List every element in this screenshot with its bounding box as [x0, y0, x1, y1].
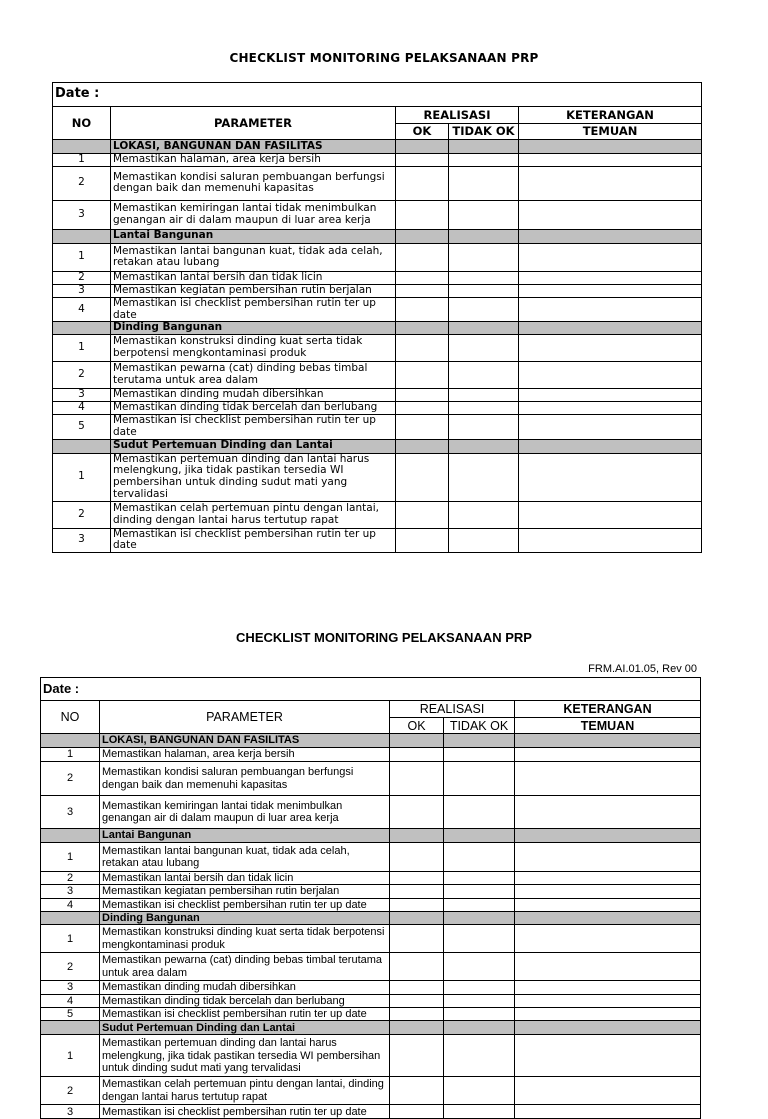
checklist-row [41, 898, 701, 911]
section-header-row [41, 1021, 701, 1035]
parameter-text: Memastikan celah pertemuan pintu dengan lantai, dinding dengan lantai harus tertutup rapat [100, 1077, 390, 1105]
column-header-tidak-ok: TIDAK OK [444, 718, 515, 734]
row-number: 1 [53, 335, 111, 362]
row-number: 1 [41, 1035, 100, 1077]
ok-cell[interactable] [396, 229, 449, 243]
row-number: 5 [53, 415, 111, 440]
checklist-row [53, 402, 702, 415]
ok-cell[interactable] [390, 796, 444, 829]
date-field[interactable]: Date : [41, 678, 701, 701]
temuan-cell[interactable] [515, 994, 701, 1007]
temuan-cell[interactable] [519, 439, 702, 453]
section-title: LOKASI, BANGUNAN DAN FASILITAS [111, 140, 396, 154]
checklist-table [52, 82, 702, 553]
parameter-text: Memastikan kemiringan lantai tidak menimbulkan genangan air di dalam maupun di luar area kerja [111, 200, 396, 229]
row-number: 4 [53, 297, 111, 322]
ok-cell[interactable] [390, 1105, 444, 1119]
parameter-text: Memastikan dinding mudah dibersihkan [100, 981, 390, 994]
parameter-text: Memastikan dinding mudah dibersihkan [111, 389, 396, 402]
tidak-ok-cell[interactable] [449, 389, 519, 402]
row-number: 1 [41, 748, 100, 762]
temuan-cell[interactable] [515, 1007, 701, 1020]
checklist-row [53, 166, 702, 200]
parameter-text: Memastikan kondisi saluran pembuangan berfungsi dengan baik dan memenuhi kapasitas [100, 762, 390, 796]
section-no-cell [53, 439, 111, 453]
checklist-row [41, 843, 701, 872]
temuan-cell[interactable] [519, 140, 702, 154]
temuan-cell[interactable] [519, 154, 702, 167]
column-header-no: NO [41, 701, 100, 734]
checklist-row [41, 748, 701, 762]
parameter-text: Memastikan isi checklist pembersihan rutin ter up date [100, 1105, 390, 1119]
temuan-cell[interactable] [519, 229, 702, 243]
section-title: Dinding Bangunan [111, 322, 396, 335]
ok-cell[interactable] [396, 528, 449, 553]
ok-cell[interactable] [396, 501, 449, 528]
parameter-text: Memastikan lantai bersih dan tidak licin [100, 872, 390, 885]
row-number: 5 [41, 1007, 100, 1020]
row-number: 3 [53, 284, 111, 297]
parameter-text: Memastikan dinding tidak bercelah dan berlubang [111, 402, 396, 415]
row-number: 1 [53, 453, 111, 501]
checklist-row [41, 1035, 701, 1077]
document-title: CHECKLIST MONITORING PELAKSANAAN PRP [236, 630, 532, 645]
checklist-row [53, 200, 702, 229]
checklist-row [53, 297, 702, 322]
checklist-row [41, 1077, 701, 1105]
column-header-parameter: PARAMETER [111, 107, 396, 140]
row-number: 4 [53, 402, 111, 415]
checklist-row [41, 796, 701, 829]
section-no-cell [53, 322, 111, 335]
parameter-text: Memastikan isi checklist pembersihan rutin ter up date [111, 415, 396, 440]
temuan-cell[interactable] [515, 843, 701, 872]
tidak-ok-cell[interactable] [444, 829, 515, 843]
tidak-ok-cell[interactable] [449, 154, 519, 167]
tidak-ok-cell[interactable] [444, 885, 515, 898]
row-number: 4 [41, 898, 100, 911]
ok-cell[interactable] [390, 1035, 444, 1077]
parameter-text: Memastikan isi checklist pembersihan rutin ter up date [100, 1007, 390, 1020]
temuan-cell[interactable] [519, 166, 702, 200]
tidak-ok-cell[interactable] [449, 335, 519, 362]
tidak-ok-cell[interactable] [444, 994, 515, 1007]
section-no-cell [41, 829, 100, 843]
ok-cell[interactable] [390, 911, 444, 924]
section-no-cell [41, 1021, 100, 1035]
tidak-ok-cell[interactable] [449, 439, 519, 453]
ok-cell[interactable] [390, 925, 444, 953]
section-header-row [41, 829, 701, 843]
row-number: 4 [41, 994, 100, 1007]
ok-cell[interactable] [396, 243, 449, 271]
parameter-text: Memastikan kegiatan pembersihan rutin berjalan [111, 284, 396, 297]
tidak-ok-cell[interactable] [444, 981, 515, 994]
ok-cell[interactable] [390, 843, 444, 872]
tidak-ok-cell[interactable] [449, 229, 519, 243]
parameter-text: Memastikan celah pertemuan pintu dengan lantai, dinding dengan lantai harus tertutup rapat [111, 501, 396, 528]
parameter-text: Memastikan lantai bangunan kuat, tidak ada celah, retakan atau lubang [100, 843, 390, 872]
row-number: 2 [41, 953, 100, 981]
ok-cell[interactable] [390, 885, 444, 898]
tidak-ok-cell[interactable] [449, 200, 519, 229]
temuan-cell[interactable] [519, 453, 702, 501]
tidak-ok-cell[interactable] [444, 953, 515, 981]
checklist-row [53, 362, 702, 389]
checklist-row [53, 335, 702, 362]
temuan-cell[interactable] [519, 200, 702, 229]
tidak-ok-cell[interactable] [444, 796, 515, 829]
row-number: 2 [53, 362, 111, 389]
temuan-cell[interactable] [515, 925, 701, 953]
checklist-row [41, 872, 701, 885]
ok-cell[interactable] [390, 748, 444, 762]
section-header-row [41, 734, 701, 748]
ok-cell[interactable] [396, 297, 449, 322]
tidak-ok-cell[interactable] [444, 911, 515, 924]
tidak-ok-cell[interactable] [449, 402, 519, 415]
row-number: 3 [53, 389, 111, 402]
checklist-row [53, 528, 702, 553]
parameter-text: Memastikan lantai bersih dan tidak licin [111, 271, 396, 284]
row-number: 2 [41, 872, 100, 885]
checklist-table-body [41, 678, 701, 1119]
parameter-text: Memastikan isi checklist pembersihan rutin ter up date [111, 297, 396, 322]
temuan-cell[interactable] [515, 872, 701, 885]
temuan-cell[interactable] [519, 415, 702, 440]
ok-cell[interactable] [390, 1077, 444, 1105]
tidak-ok-cell[interactable] [449, 501, 519, 528]
ok-cell[interactable] [390, 898, 444, 911]
ok-cell[interactable] [396, 322, 449, 335]
row-number: 2 [53, 166, 111, 200]
checklist-row [41, 953, 701, 981]
temuan-cell[interactable] [519, 501, 702, 528]
section-title: Sudut Pertemuan Dinding dan Lantai [111, 439, 396, 453]
temuan-cell[interactable] [515, 981, 701, 994]
parameter-text: Memastikan pewarna (cat) dinding bebas timbal terutama untuk area dalam [100, 953, 390, 981]
section-no-cell [41, 734, 100, 748]
tidak-ok-cell[interactable] [449, 297, 519, 322]
parameter-text: Memastikan pertemuan dinding dan lantai harus melengkung, jika tidak pastikan tersedia WI pembersihan untuk dinding sudut mati yang tervalidasi [111, 453, 396, 501]
checklist-row [41, 762, 701, 796]
checklist-row [53, 154, 702, 167]
form-code: FRM.AI.01.05, Rev 00 [588, 663, 697, 675]
ok-cell[interactable] [396, 140, 449, 154]
row-number: 3 [41, 1105, 100, 1119]
ok-cell[interactable] [390, 872, 444, 885]
parameter-text: Memastikan pertemuan dinding dan lantai harus melengkung, jika tidak pastikan tersedia WI pembersihan untuk dinding sudut mati yang tervalidasi [100, 1035, 390, 1077]
tidak-ok-cell[interactable] [449, 362, 519, 389]
tidak-ok-cell[interactable] [449, 322, 519, 335]
row-number: 3 [53, 200, 111, 229]
section-header-row [53, 322, 702, 335]
tidak-ok-cell[interactable] [444, 872, 515, 885]
checklist-row [41, 885, 701, 898]
ok-cell[interactable] [396, 166, 449, 200]
column-header-ok: OK [396, 124, 449, 140]
column-header-realisasi: REALISASI [390, 701, 515, 718]
ok-cell[interactable] [390, 829, 444, 843]
row-number: 2 [41, 1077, 100, 1105]
ok-cell[interactable] [396, 362, 449, 389]
row-number: 3 [53, 528, 111, 553]
ok-cell[interactable] [396, 439, 449, 453]
section-title: LOKASI, BANGUNAN DAN FASILITAS [100, 734, 390, 748]
section-title: Lantai Bangunan [100, 829, 390, 843]
tidak-ok-cell[interactable] [449, 166, 519, 200]
date-field[interactable]: Date : [53, 83, 702, 107]
section-header-row [53, 229, 702, 243]
row-number: 2 [41, 762, 100, 796]
column-header-no: NO [53, 107, 111, 140]
tidak-ok-cell[interactable] [444, 843, 515, 872]
temuan-cell[interactable] [515, 762, 701, 796]
tidak-ok-cell[interactable] [449, 271, 519, 284]
tidak-ok-cell[interactable] [449, 243, 519, 271]
ok-cell[interactable] [390, 734, 444, 748]
tidak-ok-cell[interactable] [444, 1105, 515, 1119]
row-number: 3 [41, 796, 100, 829]
ok-cell[interactable] [396, 200, 449, 229]
parameter-text: Memastikan kegiatan pembersihan rutin berjalan [100, 885, 390, 898]
column-header-temuan: TEMUAN [515, 718, 701, 734]
section-header-row [41, 911, 701, 924]
ok-cell[interactable] [396, 284, 449, 297]
ok-cell[interactable] [390, 953, 444, 981]
checklist-table [40, 677, 701, 1119]
temuan-cell[interactable] [519, 297, 702, 322]
ok-cell[interactable] [390, 981, 444, 994]
temuan-cell[interactable] [519, 389, 702, 402]
checklist-row [41, 981, 701, 994]
tidak-ok-cell[interactable] [449, 140, 519, 154]
tidak-ok-cell[interactable] [444, 1077, 515, 1105]
checklist-row [53, 415, 702, 440]
tidak-ok-cell[interactable] [444, 1035, 515, 1077]
parameter-text: Memastikan halaman, area kerja bersih [100, 748, 390, 762]
tidak-ok-cell[interactable] [444, 925, 515, 953]
temuan-cell[interactable] [515, 1021, 701, 1035]
checklist-row [41, 1007, 701, 1020]
temuan-cell[interactable] [519, 322, 702, 335]
temuan-cell[interactable] [515, 1035, 701, 1077]
row-number: 1 [53, 243, 111, 271]
temuan-cell[interactable] [519, 335, 702, 362]
temuan-cell[interactable] [515, 748, 701, 762]
checklist-row [41, 925, 701, 953]
tidak-ok-cell[interactable] [444, 1021, 515, 1035]
tidak-ok-cell[interactable] [444, 1007, 515, 1020]
checklist-row [41, 1105, 701, 1119]
section-header-row [53, 439, 702, 453]
section-title: Sudut Pertemuan Dinding dan Lantai [100, 1021, 390, 1035]
column-header-ok: OK [390, 718, 444, 734]
row-number: 3 [41, 885, 100, 898]
parameter-text: Memastikan pewarna (cat) dinding bebas timbal terutama untuk area dalam [111, 362, 396, 389]
temuan-cell[interactable] [515, 829, 701, 843]
ok-cell[interactable] [396, 389, 449, 402]
temuan-cell[interactable] [519, 528, 702, 553]
checklist-row [53, 453, 702, 501]
column-header-keterangan: KETERANGAN [519, 107, 702, 124]
checklist-row [41, 994, 701, 1007]
temuan-cell[interactable] [515, 911, 701, 924]
parameter-text: Memastikan kemiringan lantai tidak menimbulkan genangan air di dalam maupun di luar area kerja [100, 796, 390, 829]
row-number: 3 [41, 981, 100, 994]
ok-cell[interactable] [390, 1007, 444, 1020]
section-title: Lantai Bangunan [111, 229, 396, 243]
row-number: 1 [41, 925, 100, 953]
column-header-keterangan: KETERANGAN [515, 701, 701, 718]
section-no-cell [53, 140, 111, 154]
temuan-cell[interactable] [519, 284, 702, 297]
checklist-row [53, 243, 702, 271]
checklist-table-body [53, 83, 702, 553]
row-number: 2 [53, 501, 111, 528]
ok-cell[interactable] [396, 335, 449, 362]
column-header-temuan: TEMUAN [519, 124, 702, 140]
ok-cell[interactable] [396, 154, 449, 167]
parameter-text: Memastikan dinding tidak bercelah dan berlubang [100, 994, 390, 1007]
document-title: CHECKLIST MONITORING PELAKSANAAN PRP [229, 51, 539, 65]
tidak-ok-cell[interactable] [449, 415, 519, 440]
temuan-cell[interactable] [519, 402, 702, 415]
temuan-cell[interactable] [515, 734, 701, 748]
tidak-ok-cell[interactable] [449, 453, 519, 501]
temuan-cell[interactable] [519, 362, 702, 389]
tidak-ok-cell[interactable] [444, 762, 515, 796]
parameter-text: Memastikan lantai bangunan kuat, tidak ada celah, retakan atau lubang [111, 243, 396, 271]
ok-cell[interactable] [396, 271, 449, 284]
temuan-cell[interactable] [515, 1105, 701, 1119]
temuan-cell[interactable] [519, 271, 702, 284]
temuan-cell[interactable] [515, 898, 701, 911]
section-header-row [53, 140, 702, 154]
parameter-text: Memastikan konstruksi dinding kuat serta tidak berpotensi mengkontaminasi produk [100, 925, 390, 953]
ok-cell[interactable] [396, 415, 449, 440]
row-number: 2 [53, 271, 111, 284]
column-header-tidak-ok: TIDAK OK [449, 124, 519, 140]
ok-cell[interactable] [390, 762, 444, 796]
tidak-ok-cell[interactable] [444, 748, 515, 762]
parameter-text: Memastikan isi checklist pembersihan rutin ter up date [100, 898, 390, 911]
parameter-text: Memastikan halaman, area kerja bersih [111, 154, 396, 167]
ok-cell[interactable] [390, 1021, 444, 1035]
column-header-parameter: PARAMETER [100, 701, 390, 734]
section-title: Dinding Bangunan [100, 911, 390, 924]
checklist-row [53, 389, 702, 402]
temuan-cell[interactable] [515, 796, 701, 829]
checklist-row [53, 501, 702, 528]
temuan-cell[interactable] [515, 1077, 701, 1105]
ok-cell[interactable] [396, 453, 449, 501]
section-no-cell [53, 229, 111, 243]
ok-cell[interactable] [390, 994, 444, 1007]
checklist-row [53, 271, 702, 284]
parameter-text: Memastikan isi checklist pembersihan rutin ter up date [111, 528, 396, 553]
tidak-ok-cell[interactable] [444, 898, 515, 911]
tidak-ok-cell[interactable] [449, 528, 519, 553]
parameter-text: Memastikan kondisi saluran pembuangan berfungsi dengan baik dan memenuhi kapasitas [111, 166, 396, 200]
row-number: 1 [53, 154, 111, 167]
row-number: 1 [41, 843, 100, 872]
parameter-text: Memastikan konstruksi dinding kuat serta tidak berpotensi mengkontaminasi produk [111, 335, 396, 362]
temuan-cell[interactable] [519, 243, 702, 271]
ok-cell[interactable] [396, 402, 449, 415]
checklist-row [53, 284, 702, 297]
tidak-ok-cell[interactable] [449, 284, 519, 297]
column-header-realisasi: REALISASI [396, 107, 519, 124]
temuan-cell[interactable] [515, 885, 701, 898]
tidak-ok-cell[interactable] [444, 734, 515, 748]
section-no-cell [41, 911, 100, 924]
temuan-cell[interactable] [515, 953, 701, 981]
